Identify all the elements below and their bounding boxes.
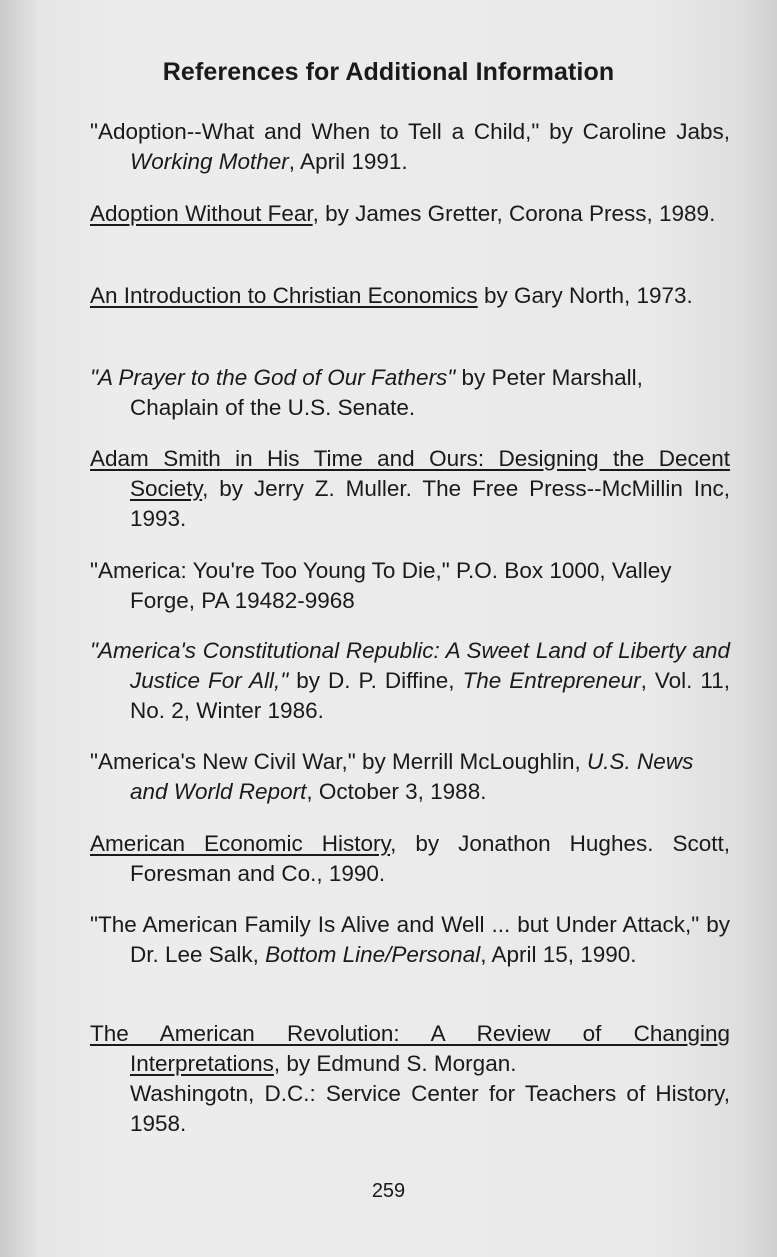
ref-text: , by Jerry Z. Muller. The Free Press--McMillin Inc, 1993. [130, 476, 730, 531]
ref-text: "America: You're Too Young To Die," P.O. Box 1000, Valley Forge, PA 19482-9968 [90, 558, 672, 613]
ref-italic: Working Mother [130, 149, 289, 174]
reference-entry [90, 199, 730, 229]
ref-title: An Introduction to Christian Economics [90, 283, 478, 308]
ref-text: , Vol. 11, No. 2, Winter 1986. [130, 668, 730, 723]
page-number: 259 [371, 1180, 406, 1202]
reference-entry [90, 444, 730, 534]
reference-entry [90, 556, 730, 616]
reference-entry [90, 281, 730, 311]
page-heading: References for Additional Information [162, 58, 615, 86]
ref-italic: "America's Constitutional Republic: A Sweet Land of Liberty and Justice For All," [90, 638, 730, 693]
ref-text: "The American Family Is Alive and Well ... but Under Attack," by Dr. Lee Salk, [90, 912, 730, 967]
ref-text: by D. P. Diffine, [288, 668, 463, 693]
ref-text: by Gary North, 1973. [477, 283, 693, 308]
ref-text: , October 3, 1988. [306, 779, 487, 804]
ref-title: Adam Smith in His Time and Ours: Designing the Decent Society [90, 446, 730, 501]
reference-entry [90, 910, 730, 970]
reference-entry [90, 747, 730, 807]
ref-text: , April 1991. [288, 149, 408, 174]
ref-text: , by Jonathon Hughes. Scott, Foresman and Co., 1990. [130, 831, 730, 886]
ref-italic: Bottom Line/Personal [265, 942, 481, 967]
ref-title: American Economic History [90, 831, 391, 856]
ref-text: , by James Gretter, Corona Press, 1989. [312, 201, 716, 226]
ref-italic: "A Prayer to the God of Our Fathers" [90, 365, 456, 390]
ref-text: by Peter Marshall, Chaplain of the U.S. Senate. [130, 365, 643, 420]
reference-entry [90, 829, 730, 889]
ref-title: Adoption Without Fear [90, 201, 313, 226]
ref-title: The American Revolution: A Review of Changing Interpretations [90, 1021, 730, 1076]
ref-text: "Adoption--What and When to Tell a Child," by Caroline Jabs, [90, 119, 730, 144]
ref-text: Washingotn, D.C.: Service Center for Teachers of History, 1958. [130, 1081, 730, 1136]
reference-entry [90, 363, 730, 423]
reference-entry [90, 636, 730, 726]
ref-italic: The Entrepreneur [462, 668, 641, 693]
ref-text: "America's New Civil War," by Merrill McLoughlin, [90, 749, 588, 774]
ref-italic: U.S. News and World Report [130, 749, 694, 804]
ref-text: , by Edmund S. Morgan. [273, 1051, 517, 1076]
reference-entry [90, 1019, 730, 1139]
reference-entry [90, 117, 730, 177]
ref-text: , April 15, 1990. [480, 942, 637, 967]
